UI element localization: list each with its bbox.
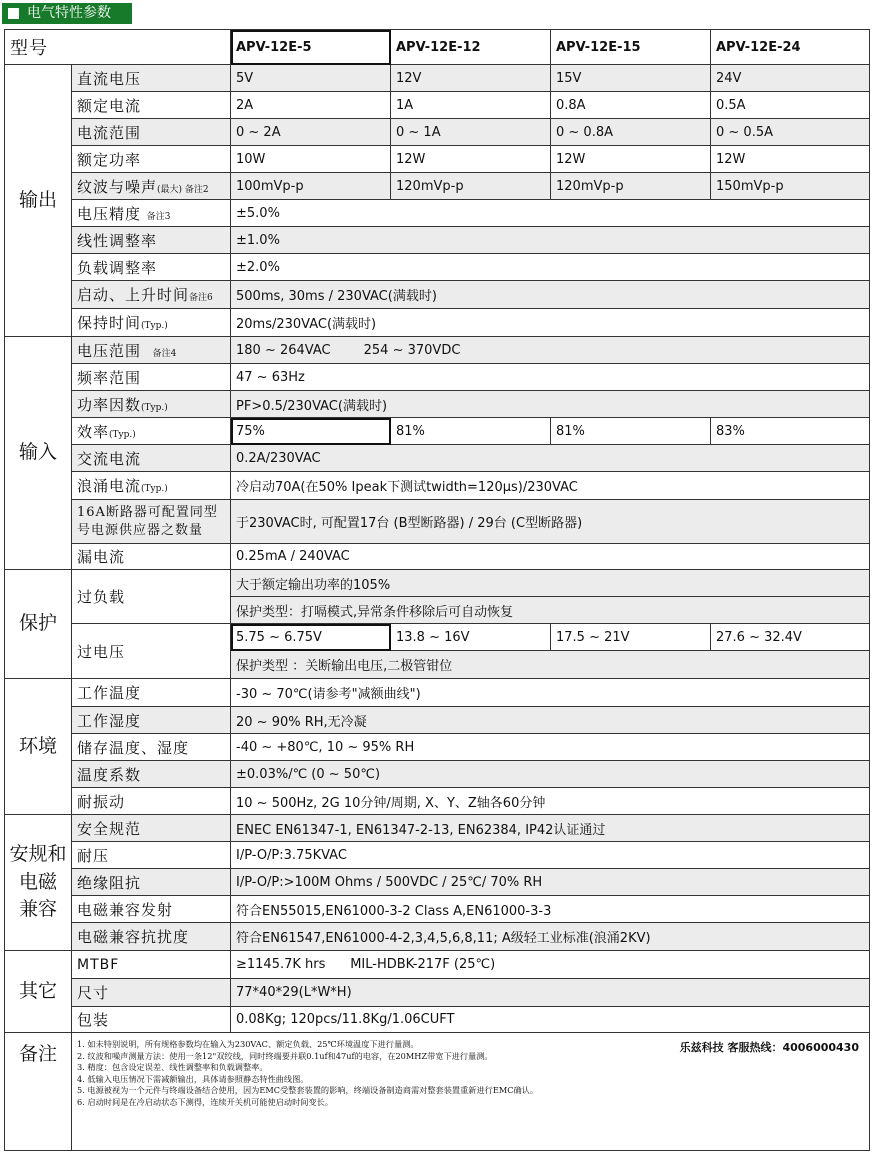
category-notes: 备注 — [5, 1033, 72, 1151]
row-label-text: 启动、上升时间 — [77, 286, 190, 304]
cell-value: 保护类型 ：关断输出电压,二极管钳位 — [231, 651, 870, 679]
row-label-text: 保持时间 — [77, 314, 142, 332]
row-label: 温度系数 — [72, 761, 231, 788]
row-label: 耐压 — [72, 842, 231, 869]
cell-value: 符合EN61547,EN61000-4-2,3,4,5,6,8,11; A级轻工业标准(浪涌2KV) — [231, 923, 870, 951]
note-line: 2. 纹波和噪声测量方法：使用一条12"双绞线，同时终端要并联0.1uf和47uf的电容，在20MHZ带宽下进行量测。 — [77, 1050, 493, 1061]
cell-value: 符合EN55015,EN61000-3-2 Class A,EN61000-3-3 — [231, 896, 870, 923]
row-label: 工作湿度 — [72, 707, 231, 734]
row-label-note: (Typ.) — [141, 321, 168, 331]
row-label: 16A断路器可配置同型号电源供应器之数量 — [72, 500, 231, 544]
row-label-note: (最大) 备注2 — [157, 184, 209, 195]
cell-value: 12V — [391, 65, 551, 92]
cell-value: 77*40*29(L*W*H) — [231, 979, 870, 1007]
cell-value: 于230VAC时, 可配置17台 (B型断路器) / 29台 (C型断路器) — [231, 500, 870, 544]
cell-value: 100mVp-p — [231, 173, 391, 200]
row-label: 额定功率 — [72, 146, 231, 173]
row-label: 负载调整率 — [72, 254, 231, 281]
row-label — [72, 173, 231, 200]
square-icon — [8, 8, 19, 19]
cell-value: 0 ~ 1A — [391, 119, 551, 146]
note-line: 6. 启动时间是在冷启动状态下测得，连续开关机可能使启动时间变长。 — [77, 1096, 334, 1107]
row-label-text: 电压范围 — [77, 341, 142, 360]
row-label: 直流电压 — [72, 65, 231, 92]
row-label: 工作温度 — [72, 679, 231, 707]
hotline: 乐兹科技 客服热线：4006000430 — [679, 1041, 859, 1054]
row-label — [72, 418, 231, 445]
section-header — [2, 3, 132, 24]
category-line: 兼容 — [18, 898, 57, 921]
model-name: APV-12E-5 — [231, 30, 391, 65]
cell-value: 0 ~ 0.5A — [711, 119, 870, 146]
category-output: 输出 — [5, 65, 72, 337]
section-title: 电气特性参数 — [27, 5, 111, 21]
row-label-note: 备注6 — [189, 293, 213, 303]
row-label: 过电压 — [72, 624, 231, 679]
row-label: 过负载 — [72, 570, 231, 624]
note-line: 1. 如未特别说明，所有规格参数均在输入为230VAC、额定负载、25℃环境温度下进行量测。 — [77, 1039, 419, 1049]
row-label: 储存温度、湿度 — [72, 734, 231, 761]
cell-value: 0 ~ 2A — [231, 119, 391, 146]
row-label: 电磁兼容抗扰度 — [72, 923, 231, 951]
category-line: 电磁 — [18, 870, 57, 893]
row-label: 耐振动 — [72, 788, 231, 815]
cell-value: 75% — [231, 418, 391, 445]
row-label: 交流电流 — [72, 445, 231, 472]
cell-value: 冷启动70A(在50% Ipeak下测试twidth=120μs)/230VAC — [231, 472, 870, 500]
cell-value: 81% — [391, 418, 551, 445]
row-label — [72, 337, 231, 364]
row-label-text: 电压精度 — [77, 204, 142, 223]
cell-value: 500ms, 30ms / 230VAC(满载时) — [231, 281, 870, 309]
cell-value: 15V — [551, 65, 711, 92]
row-label: 频率范围 — [72, 364, 231, 391]
cell-value: 81% — [551, 418, 711, 445]
row-label-note: (Typ.) — [141, 484, 168, 494]
cell-value: 大于额定输出功率的105% — [231, 570, 870, 597]
cell-value: ≥1145.7K hrs MIL-HDBK-217F (25℃) — [231, 951, 870, 979]
cell-value: 5.75 ~ 6.75V — [231, 624, 391, 651]
row-label: 电流范围 — [72, 119, 231, 146]
cell-value: 0.8A — [551, 92, 711, 119]
row-label — [72, 281, 231, 309]
notes-block — [72, 1033, 870, 1151]
cell-value: 0 ~ 0.8A — [551, 119, 711, 146]
row-label-note: 备注3 — [146, 211, 171, 222]
cell-value: 150mVp-p — [711, 173, 870, 200]
cell-value: ENEC EN61347-1, EN61347-2-13, EN62384, IP42认证通过 — [231, 815, 870, 842]
row-label: 包装 — [72, 1007, 231, 1033]
cell-value: 10 ~ 500Hz, 2G 10分钟/周期, X、Y、Z轴各60分钟 — [231, 788, 870, 815]
category-input: 输入 — [5, 337, 72, 570]
cell-value: ±5.0% — [231, 200, 870, 227]
cell-value: 0.25mA / 240VAC — [231, 544, 870, 570]
cell-value: 12W — [391, 146, 551, 173]
row-label — [72, 472, 231, 500]
row-label — [72, 200, 231, 227]
row-label: 绝缘阻抗 — [72, 869, 231, 896]
cell-value: 47 ~ 63Hz — [231, 364, 870, 391]
note-line: 4. 低输入电压情况下需减额输出，具体请参照静态特性曲线图。 — [77, 1073, 309, 1084]
model-name: APV-12E-15 — [551, 30, 711, 65]
model-name: APV-12E-24 — [711, 30, 870, 65]
row-label-text: 功率因数 — [77, 395, 142, 414]
cell-value: 0.08Kg; 120pcs/11.8Kg/1.06CUFT — [231, 1007, 870, 1033]
cell-value: 保护类型：打嗝模式,异常条件移除后可自动恢复 — [231, 597, 870, 624]
category-other: 其它 — [5, 951, 72, 1033]
row-label-note: (Typ.) — [141, 402, 168, 413]
note-line: 5. 电源被视为一个元件与终端设备结合使用，因为EMC受整套装置的影响，终端设备制造商需对整套装置重新进行EMC确认。 — [77, 1085, 539, 1095]
row-label: 额定电流 — [72, 92, 231, 119]
spec-table — [4, 29, 870, 1151]
row-label-text: 纹波与噪声 — [77, 177, 158, 196]
cell-value: -40 ~ +80℃, 10 ~ 95% RH — [231, 734, 870, 761]
row-label-text: 浪涌电流 — [77, 477, 142, 495]
cell-value: 20 ~ 90% RH,无冷凝 — [231, 707, 870, 734]
category-safety-emc — [5, 815, 72, 951]
category-environment: 环境 — [5, 679, 72, 815]
row-label — [72, 391, 231, 418]
cell-value: 12W — [711, 146, 870, 173]
row-label — [72, 309, 231, 337]
cell-value: 5V — [231, 65, 391, 92]
note-line: 3. 精度：包含设定误差、线性调整率和负载调整率。 — [77, 1062, 268, 1072]
cell-value: 12W — [551, 146, 711, 173]
cell-value: I/P-O/P:3.75KVAC — [231, 842, 870, 869]
cell-value: 20ms/230VAC(满载时) — [231, 309, 870, 337]
cell-value: 1A — [391, 92, 551, 119]
cell-value: ±2.0% — [231, 254, 870, 281]
cell-value: 0.2A/230VAC — [231, 445, 870, 472]
row-label: 安全规范 — [72, 815, 231, 842]
row-label: MTBF — [72, 951, 231, 979]
cell-value: 2A — [231, 92, 391, 119]
row-label-text: 效率 — [77, 422, 110, 441]
row-label: 线性调整率 — [72, 227, 231, 254]
row-label: 电磁兼容发射 — [72, 896, 231, 923]
category-line: 安规和 — [9, 843, 67, 866]
cell-value: ±1.0% — [231, 227, 870, 254]
cell-value: 13.8 ~ 16V — [391, 624, 551, 651]
cell-value: 0.5A — [711, 92, 870, 119]
row-label-note: 备注4 — [152, 348, 177, 359]
cell-value: 10W — [231, 146, 391, 173]
model-label: 型号 — [5, 30, 231, 65]
cell-value: 27.6 ~ 32.4V — [711, 624, 870, 651]
cell-value: 180 ~ 264VAC 254 ~ 370VDC — [231, 337, 870, 364]
cell-value: -30 ~ 70℃(请参考"减额曲线") — [231, 679, 870, 707]
cell-value: PF>0.5/230VAC(满载时) — [231, 391, 870, 418]
cell-value: 120mVp-p — [551, 173, 711, 200]
cell-value: 83% — [711, 418, 870, 445]
cell-value: 17.5 ~ 21V — [551, 624, 711, 651]
category-protection: 保护 — [5, 570, 72, 679]
cell-value: I/P-O/P:>100M Ohms / 500VDC / 25℃/ 70% RH — [231, 869, 870, 896]
cell-value: ±0.03%/℃ (0 ~ 50℃) — [231, 761, 870, 788]
cell-value: 120mVp-p — [391, 173, 551, 200]
row-label-note: (Typ.) — [109, 429, 136, 440]
row-label: 漏电流 — [72, 544, 231, 570]
row-label: 尺寸 — [72, 979, 231, 1007]
model-name: APV-12E-12 — [391, 30, 551, 65]
cell-value: 24V — [711, 65, 870, 92]
